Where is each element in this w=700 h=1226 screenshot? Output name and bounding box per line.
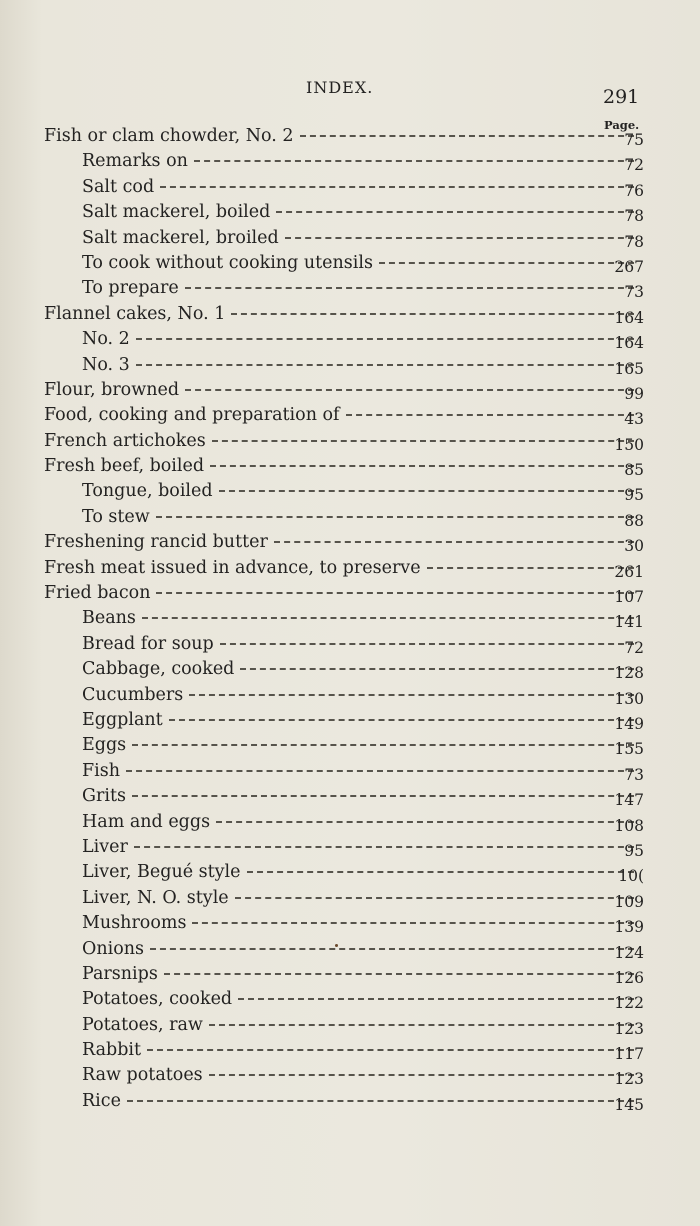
dot-leader (136, 363, 634, 366)
entry-page-number: 141 (614, 613, 644, 632)
entry-page-number: 149 (614, 714, 644, 733)
entry-text: Remarks on (82, 151, 188, 172)
entry-page-number: 95 (624, 841, 644, 860)
index-subentry (0, 327, 700, 352)
entry-leader-line (44, 429, 644, 454)
entry-leader-line (82, 353, 644, 378)
entry-text: Raw potatoes (82, 1065, 203, 1086)
entry-page-number: 73 (624, 765, 644, 784)
entry-leader-line (82, 606, 644, 631)
entry-leader-line (82, 759, 644, 784)
entry-text: To prepare (82, 278, 179, 299)
dot-leader (147, 1048, 634, 1051)
entry-text: Salt mackerel, boiled (82, 202, 271, 223)
index-subentry (0, 1089, 700, 1114)
entry-leader-line (82, 860, 644, 885)
entry-leader-line (44, 302, 644, 327)
entry-leader-line (82, 937, 644, 962)
entry-text: French artichokes (44, 430, 206, 451)
index-subentry (0, 810, 700, 835)
entry-text: Liver, Begué style (82, 862, 241, 883)
dot-leader (160, 185, 634, 188)
entry-page-number: 261 (614, 562, 644, 581)
entry-leader-line (82, 276, 644, 301)
entry-text: To stew (82, 506, 150, 527)
entry-text: Eggplant (82, 709, 163, 730)
dot-leader (169, 718, 634, 721)
entry-leader-line (82, 149, 644, 174)
entry-leader-line (82, 683, 644, 708)
entry-page-number: 109 (614, 892, 644, 911)
entry-page-number: 150 (614, 435, 644, 454)
entry-text: Food, cooking and preparation of (44, 405, 340, 426)
entry-page-number: 78 (624, 232, 644, 251)
entry-text: Rice (82, 1090, 121, 1111)
dot-leader (235, 896, 634, 899)
index-subentry (0, 987, 700, 1012)
entry-leader-line (82, 505, 644, 530)
index-subentry (0, 175, 700, 200)
dot-leader (210, 464, 634, 467)
dot-leader (209, 1023, 634, 1026)
index-entry (0, 454, 700, 479)
index-subentry (0, 657, 700, 682)
index-subentry (0, 149, 700, 174)
entry-leader-line (44, 378, 644, 403)
index-subentry (0, 226, 700, 251)
page-number: 291 (603, 86, 640, 108)
index-subentry (0, 1013, 700, 1038)
dot-leader (379, 261, 634, 264)
entry-page-number: 164 (614, 334, 644, 353)
entry-page-number: 122 (614, 994, 644, 1013)
dot-leader (238, 997, 634, 1000)
entry-leader-line (82, 886, 644, 911)
entry-text: Salt mackerel, broiled (82, 227, 279, 248)
entry-leader-line (82, 1089, 644, 1114)
entry-text: Ham and eggs (82, 811, 211, 832)
index-entry (0, 556, 700, 581)
dot-leader (346, 413, 634, 416)
entry-page-number: 99 (624, 384, 644, 403)
index-subentry (0, 784, 700, 809)
entry-page-number: 117 (614, 1045, 644, 1064)
entry-leader-line (82, 1063, 644, 1088)
entry-page-number: 107 (614, 588, 644, 607)
dot-leader (240, 667, 634, 670)
entry-page-number: 43 (624, 410, 644, 429)
index-entry (0, 302, 700, 327)
index-subentry (0, 353, 700, 378)
index-subentry (0, 962, 700, 987)
entry-text: Potatoes, raw (82, 1014, 203, 1035)
entry-text: Rabbit (82, 1040, 142, 1061)
dot-leader (132, 794, 634, 797)
entry-page-number: 78 (624, 207, 644, 226)
index-entry (0, 378, 700, 403)
entry-leader-line (44, 581, 644, 606)
entry-text: Fried bacon (44, 583, 151, 604)
entry-leader-line (82, 1038, 644, 1063)
entry-page-number: 123 (614, 1070, 644, 1089)
entry-leader-line (82, 987, 644, 1012)
index-subentry (0, 276, 700, 301)
dot-leader (192, 921, 634, 924)
entry-page-number: 72 (624, 638, 644, 657)
index-subentry (0, 632, 700, 657)
entry-leader-line (82, 733, 644, 758)
entry-leader-line (82, 251, 644, 276)
index-entry (0, 429, 700, 454)
index-subentry (0, 1038, 700, 1063)
entry-page-number: 124 (614, 943, 644, 962)
dot-leader (185, 388, 634, 391)
entry-text: No. 3 (82, 354, 130, 375)
entry-text: Parsnips (82, 963, 158, 984)
entry-leader-line (82, 226, 644, 251)
entry-text: Eggs (82, 735, 127, 756)
entry-page-number: 126 (614, 968, 644, 987)
dot-leader (134, 845, 634, 848)
entry-leader-line (82, 962, 644, 987)
entry-text: Salt cod (82, 176, 155, 197)
entry-page-number: 139 (614, 918, 644, 937)
dot-leader (127, 1099, 634, 1102)
entry-leader-line (82, 200, 644, 225)
entry-page-number: 76 (624, 181, 644, 200)
dot-leader (156, 591, 634, 594)
entry-page-number: 73 (624, 283, 644, 302)
dot-leader (285, 236, 634, 239)
index-subentry (0, 886, 700, 911)
entry-text: Fish (82, 760, 120, 781)
entry-leader-line (44, 530, 644, 555)
entry-text: Potatoes, cooked (82, 989, 233, 1010)
dot-leader (126, 769, 634, 772)
index-subentry (0, 937, 700, 962)
index-subentry (0, 759, 700, 784)
entry-text: Onions (82, 938, 145, 959)
entry-leader-line (82, 835, 644, 860)
dot-leader (209, 1073, 634, 1076)
dot-leader (136, 337, 634, 340)
dot-leader (300, 134, 634, 137)
entry-page-number: 128 (614, 664, 644, 683)
entry-leader-line (82, 1013, 644, 1038)
dot-leader (185, 286, 634, 289)
entry-text: Tongue, boiled (82, 481, 213, 502)
entry-page-number: 88 (624, 511, 644, 530)
index-subentry (0, 708, 700, 733)
index-subentry (0, 860, 700, 885)
paper-speck (335, 944, 338, 947)
entry-page-number: 75 (624, 131, 644, 149)
entry-page-number: 267 (614, 257, 644, 276)
page-title: INDEX. (306, 78, 374, 97)
index-subentry (0, 505, 700, 530)
running-head (0, 78, 700, 108)
dot-leader (231, 312, 634, 315)
index-entry (0, 581, 700, 606)
dot-leader (276, 210, 634, 213)
index-entry (0, 530, 700, 555)
dot-leader (216, 820, 634, 823)
dot-leader (164, 972, 634, 975)
index-subentry (0, 200, 700, 225)
entry-text: Fish or clam chowder, No. 2 (44, 126, 294, 146)
dot-leader (142, 616, 634, 619)
entry-page-number: 155 (614, 740, 644, 759)
dot-leader (189, 693, 634, 696)
entry-leader-line (82, 708, 644, 733)
dot-leader (427, 566, 634, 569)
entry-page-number: 95 (624, 486, 644, 505)
index-entry (0, 124, 700, 149)
entry-page-number: 130 (614, 689, 644, 708)
entry-text: Grits (82, 786, 126, 807)
index-subentry (0, 683, 700, 708)
entry-page-number: 145 (614, 1095, 644, 1114)
entry-text: Fresh beef, boiled (44, 456, 205, 477)
entry-text: Bread for soup (82, 633, 214, 654)
entry-leader-line (44, 403, 644, 428)
index-subentry (0, 733, 700, 758)
page-column-label: Page. (604, 118, 640, 132)
entry-page-number: 164 (614, 308, 644, 327)
entry-page-number: 72 (624, 156, 644, 175)
entry-leader-line (82, 632, 644, 657)
entry-text: No. 2 (82, 329, 130, 350)
entry-page-number: 108 (614, 816, 644, 835)
dot-leader (132, 743, 634, 746)
entry-page-number: 10( (618, 867, 644, 886)
entry-text: To cook without cooking utensils (82, 252, 373, 273)
entry-page-number: 85 (624, 461, 644, 480)
index-subentry (0, 251, 700, 276)
entry-leader-line (44, 556, 644, 581)
entry-page-number: 123 (614, 1019, 644, 1038)
entry-page-number: 147 (614, 791, 644, 810)
entry-text: Flannel cakes, No. 1 (44, 303, 226, 324)
dot-leader (212, 439, 634, 442)
entry-leader-line (82, 784, 644, 809)
dot-leader (194, 159, 634, 162)
dot-leader (220, 642, 634, 645)
entry-text: Fresh meat issued in advance, to preserve (44, 557, 421, 578)
entry-page-number: 30 (624, 537, 644, 556)
dot-leader (219, 489, 634, 492)
index-subentry (0, 835, 700, 860)
entry-leader-line (44, 454, 644, 479)
dot-leader (150, 947, 634, 950)
index-subentry (0, 1063, 700, 1088)
entry-text: Cucumbers (82, 684, 184, 705)
entry-leader-line (82, 657, 644, 682)
entry-text: Mushrooms (82, 913, 187, 934)
index-entry (0, 403, 700, 428)
entry-leader-line (82, 810, 644, 835)
entry-text: Beans (82, 608, 136, 629)
entry-page-number: 165 (614, 359, 644, 378)
entry-leader-line (82, 175, 644, 200)
index-entry-list (0, 124, 700, 1114)
dot-leader (156, 515, 634, 518)
entry-leader-line (82, 911, 644, 936)
index-subentry (0, 606, 700, 631)
dot-leader (247, 870, 635, 873)
entry-text: Flour, browned (44, 379, 180, 400)
entry-text: Liver, N. O. style (82, 887, 229, 908)
entry-leader-line (82, 327, 644, 352)
index-subentry (0, 479, 700, 504)
entry-leader-line (82, 479, 644, 504)
entry-text: Cabbage, cooked (82, 659, 235, 680)
dot-leader (274, 540, 634, 543)
entry-text: Liver (82, 836, 128, 857)
entry-text: Freshening rancid butter (44, 532, 268, 553)
index-subentry (0, 911, 700, 936)
entry-leader-line (44, 124, 644, 149)
